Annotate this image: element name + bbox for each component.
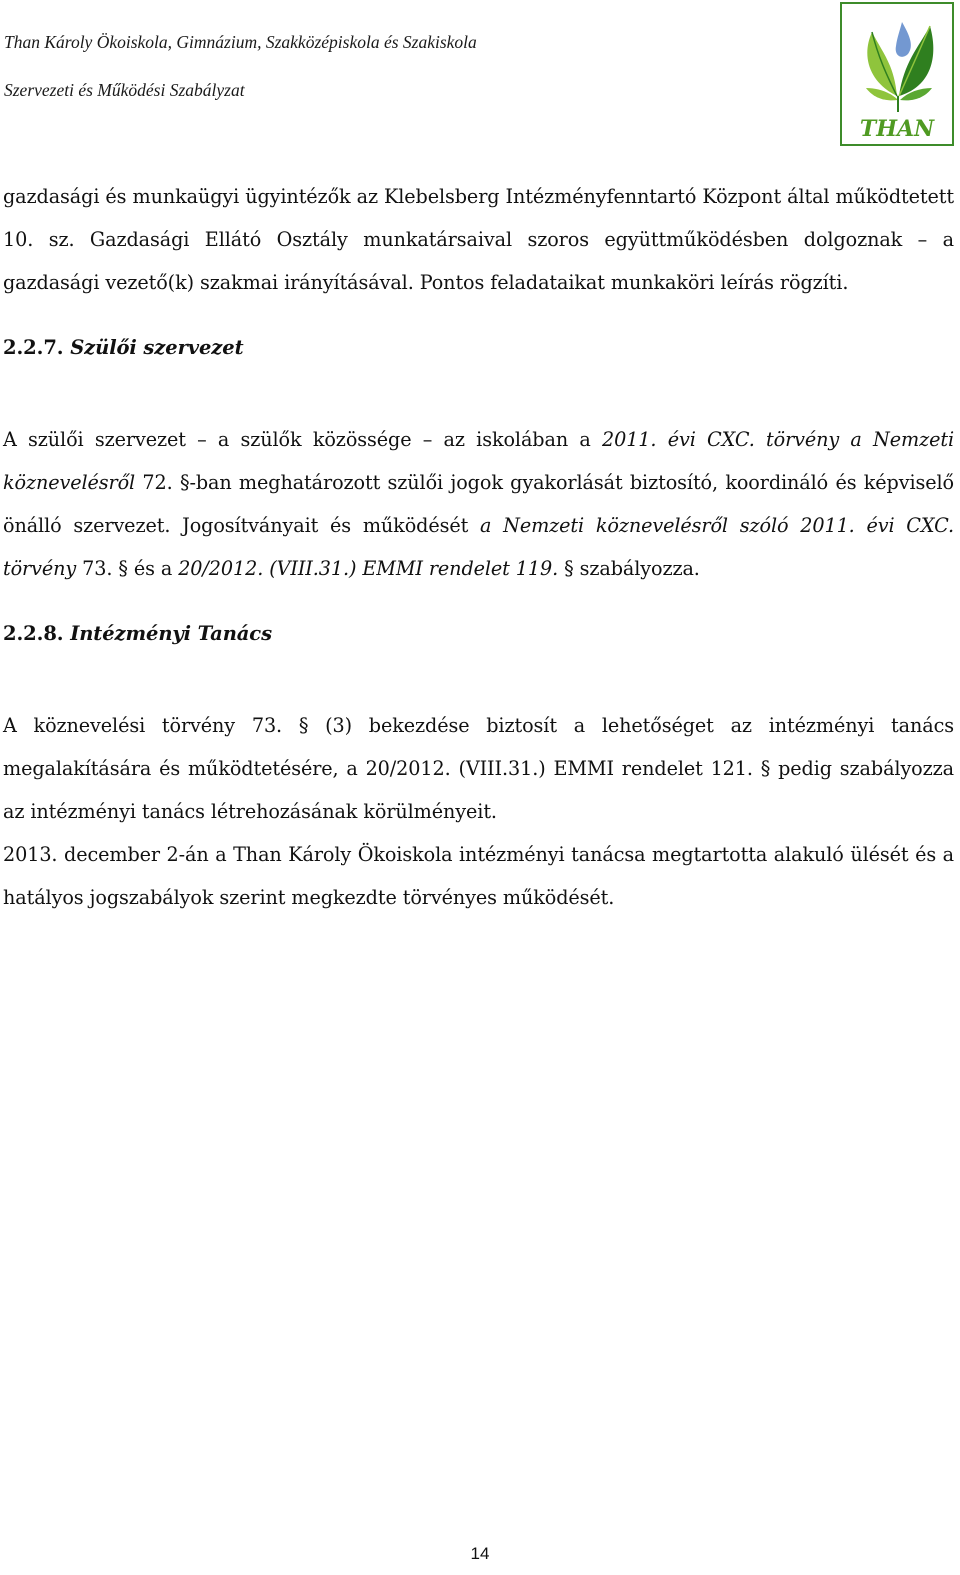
header-document-title: Szervezeti és Működési Szabályzat xyxy=(4,80,245,100)
institutional-council-paragraph: A köznevelési törvény 73. § (3) bekezdése biztosít a lehetőséget az intézményi tanács megalakítására és működtetésére, a 20/2012. (VIII.31.) EMMI rendelet 121. § pedig szabályozza az intézményi tanács létrehozásának körülményeit. xyxy=(3,714,954,823)
intro-paragraph: gazdasági és munkaügyi ügyintézők az Klebelsberg Intézményfenntartó Központ által működtetett 10. sz. Gazdasági Ellátó Osztály munkatársaival szoros együttműködésben dolgoznak – a gazdasági vezető(k) szakmai irányításával. Pontos feladataikat munkaköri leírás rögzíti. xyxy=(3,185,954,294)
page-body xyxy=(3,175,954,919)
leaf-logo-icon xyxy=(842,4,952,144)
section-title: Szülői szervezet xyxy=(70,336,244,359)
school-logo xyxy=(840,2,954,146)
institutional-council-founding-paragraph: 2013. december 2-án a Than Károly Ökoiskola intézményi tanácsa megtartotta alakuló ülését és a hatályos jogszabályok szerint megkezdte törvényes működését. xyxy=(3,843,954,909)
section-number: 2.2.8. xyxy=(3,622,64,645)
law-reference: 20/2012. (VIII.31.) EMMI rendelet 119. xyxy=(178,557,559,580)
section-title: Intézményi Tanács xyxy=(70,622,272,645)
law-reference: a Nemzeti köznevelésről szóló 2011. évi CXC. törvény xyxy=(3,514,954,580)
header-school-name: Than Károly Ökoiskola, Gimnázium, Szakközépiskola és Szakiskola xyxy=(4,32,477,52)
page-header xyxy=(4,30,824,102)
page-number: 14 xyxy=(470,1544,490,1563)
parent-organization-paragraph: A szülői szervezet – a szülők közössége – az iskolában a 2011. évi CXC. törvény a Nemzeti köznevelésről 72. §-ban meghatározott szülői jogok gyakorlását biztosító, koordináló és képviselő önálló szervezet. Jogosítványait és működését a Nemzeti köznevelésről szóló 2011. évi CXC. törvény 73. § és a 20/2012. (VIII.31.) EMMI rendelet 119. § szabályozza. xyxy=(3,428,954,580)
svg-text:THAN: THAN xyxy=(859,116,935,142)
section-heading-2-2-8 xyxy=(3,612,954,655)
section-number: 2.2.7. xyxy=(3,336,64,359)
section-heading-2-2-7 xyxy=(3,326,954,369)
law-reference: 2011. évi CXC. törvény a Nemzeti köznevelésről xyxy=(3,428,954,494)
